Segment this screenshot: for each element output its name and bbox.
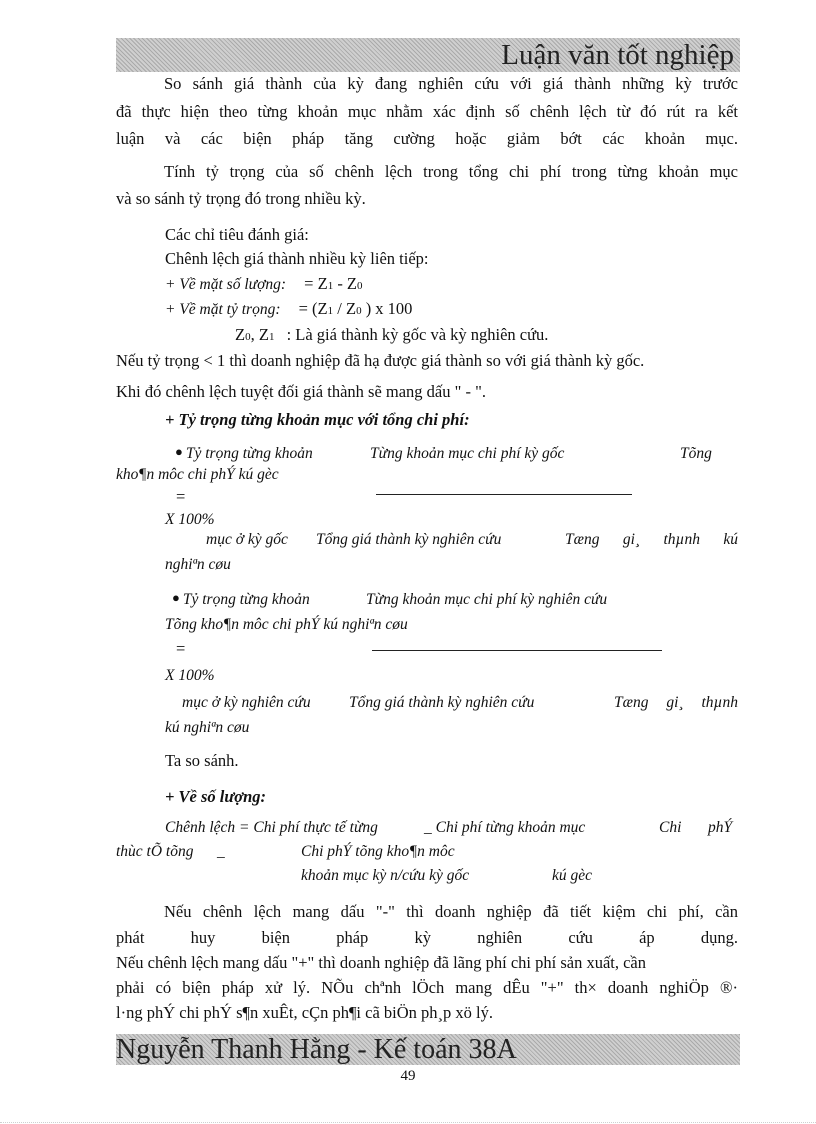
difference-garbled-b: phÝ xyxy=(708,819,733,836)
paragraph-1-line-1: So sánh giá thành của kỳ đang nghiên cứu với giá thành những kỳ trước xyxy=(164,74,738,93)
formula-1-denominator: Tổng giá thành kỳ nghiên cứu xyxy=(316,531,502,548)
formula-1-garbled-b: kho¶n môc chi phÝ kú gèc xyxy=(116,466,279,483)
header-band xyxy=(116,38,740,72)
formula-2-garbled-c: kú nghiªn cøu xyxy=(165,719,250,736)
bullet-icon: ● xyxy=(172,590,180,605)
quantity-heading: + Về số lượng: xyxy=(165,787,267,806)
result-line: Khi đó chênh lệch tuyệt đối giá thành sẽ mang dấu " - ". xyxy=(116,382,486,401)
formula-2-garbled-a: Tõng kho¶n môc chi phÝ kú nghiªn cøu xyxy=(165,616,408,633)
formula-2-equals: = xyxy=(176,639,186,658)
formula-1-label: ● Tỷ trọng từng khoản xyxy=(175,444,313,462)
formula-2-numerator: Từng khoản mục chi phí kỳ nghiên cứu xyxy=(366,591,608,608)
criteria-heading: Các chỉ tiêu đánh giá: xyxy=(165,225,309,244)
difference-formula-left: Chênh lệch = Chi phí thực tế từng xyxy=(165,819,378,836)
difference-formula-right: _ Chi phí từng khoản mục xyxy=(424,819,586,836)
paragraph-3-line-1: Nếu chênh lệch mang dấu "-" thì doanh nghiệp đã tiết kiệm chi phí, cần xyxy=(164,902,738,921)
paragraph-3-line-3: Nếu chênh lệch mang dấu "+" thì doanh nghiệp đã lãng phí chi phí sản xuất, cần xyxy=(116,953,647,972)
formula-2-fraction-bar xyxy=(372,650,662,651)
bullet-icon: ● xyxy=(175,444,183,459)
difference-garbled-c: thùc tÕ tõng xyxy=(116,843,194,860)
formula-1-garbled-d: nghiªn cøu xyxy=(165,556,231,573)
formula-2-denominator: Tổng giá thành kỳ nghiên cứu xyxy=(349,694,535,711)
footer-title: Nguyễn Thanh Hằng - Kế toán 38A xyxy=(116,1034,517,1065)
compare-line: Ta so sánh. xyxy=(165,751,239,770)
paragraph-1-line-2: đã thực hiện theo từng khoản mục nhằm xác định số chênh lệch từ đó rút ra kết xyxy=(116,102,738,121)
quantity-formula: + Về mặt số lượng: = Z1 - Z0 xyxy=(165,274,363,293)
difference-formula-sub: khoản mục kỳ n/cứu kỳ gốc xyxy=(301,867,470,884)
paragraph-2-line-1: Tính tỷ trọng của số chênh lệch trong tổng chi phí trong từng khoản mục xyxy=(164,162,738,181)
paragraph-3-line-5: l·ng phÝ chi phÝ s¶n xuÊt, cÇn ph¶i cã biÖn ph¸p xö lý. xyxy=(116,1003,493,1022)
header-title: Luận văn tốt nghiệp xyxy=(501,39,734,71)
formula-1-numerator: Từng khoản mục chi phí kỳ gốc xyxy=(370,445,565,462)
formula-1-garbled-a: Tõng xyxy=(680,445,712,462)
proportion-label: + Về mặt tỷ trọng: xyxy=(165,301,281,318)
paragraph-3-line-2: phát huy biện pháp kỳ nghiên cứu áp dụng. xyxy=(116,928,738,947)
formula-1-multiplier: X 100% xyxy=(165,511,215,528)
proportion-formula: + Về mặt tỷ trọng: = (Z1 / Z0 ) x 100 xyxy=(165,299,413,318)
proportion-heading: + Tỷ trọng từng khoản mục với tổng chi phí: xyxy=(165,410,470,429)
paragraph-2-line-2: và so sánh tỷ trọng đó trong nhiều kỳ. xyxy=(116,189,366,208)
formula-2-garbled-b: Tæng gi¸ thµnh xyxy=(614,694,738,711)
footer-band xyxy=(116,1034,740,1065)
formula-1-equals: = xyxy=(176,487,186,506)
formula-1-garbled-c: Tæng gi¸ thµnh kú xyxy=(565,531,738,548)
criteria-line: Chênh lệch giá thành nhiều kỳ liên tiếp: xyxy=(165,249,429,268)
difference-garbled-a: Chi xyxy=(659,819,682,836)
symbol-definition: Z0, Z1 : Là giá thành kỳ gốc và kỳ nghiên cứu. xyxy=(235,325,549,344)
formula-2-label: ● Tỷ trọng từng khoản xyxy=(172,590,310,608)
quantity-label: + Về mặt số lượng: xyxy=(165,276,287,293)
condition-line: Nếu tỷ trọng < 1 thì doanh nghiệp đã hạ được giá thành so với giá thành kỳ gốc. xyxy=(116,351,645,370)
formula-1-label-cont: mục ở kỳ gốc xyxy=(206,531,288,548)
page-number: 49 xyxy=(400,1068,416,1084)
difference-minus: _ xyxy=(217,843,225,860)
difference-garbled-e: kú gèc xyxy=(552,867,593,884)
formula-1-fraction-bar xyxy=(376,494,632,495)
difference-garbled-d: Chi phÝ tõng kho¶n môc xyxy=(301,843,455,860)
paragraph-3-line-4: phải có biện pháp xử lý. NÕu chªnh lÖch mang dÊu "+" th× doanh nghiÖp ®· xyxy=(116,978,738,997)
paragraph-1-line-3: luận và các biện pháp tăng cường hoặc giảm bớt các khoản mục. xyxy=(116,129,738,148)
formula-2-multiplier: X 100% xyxy=(165,667,215,684)
formula-2-label-cont: mục ở kỳ nghiên cứu xyxy=(182,694,311,711)
